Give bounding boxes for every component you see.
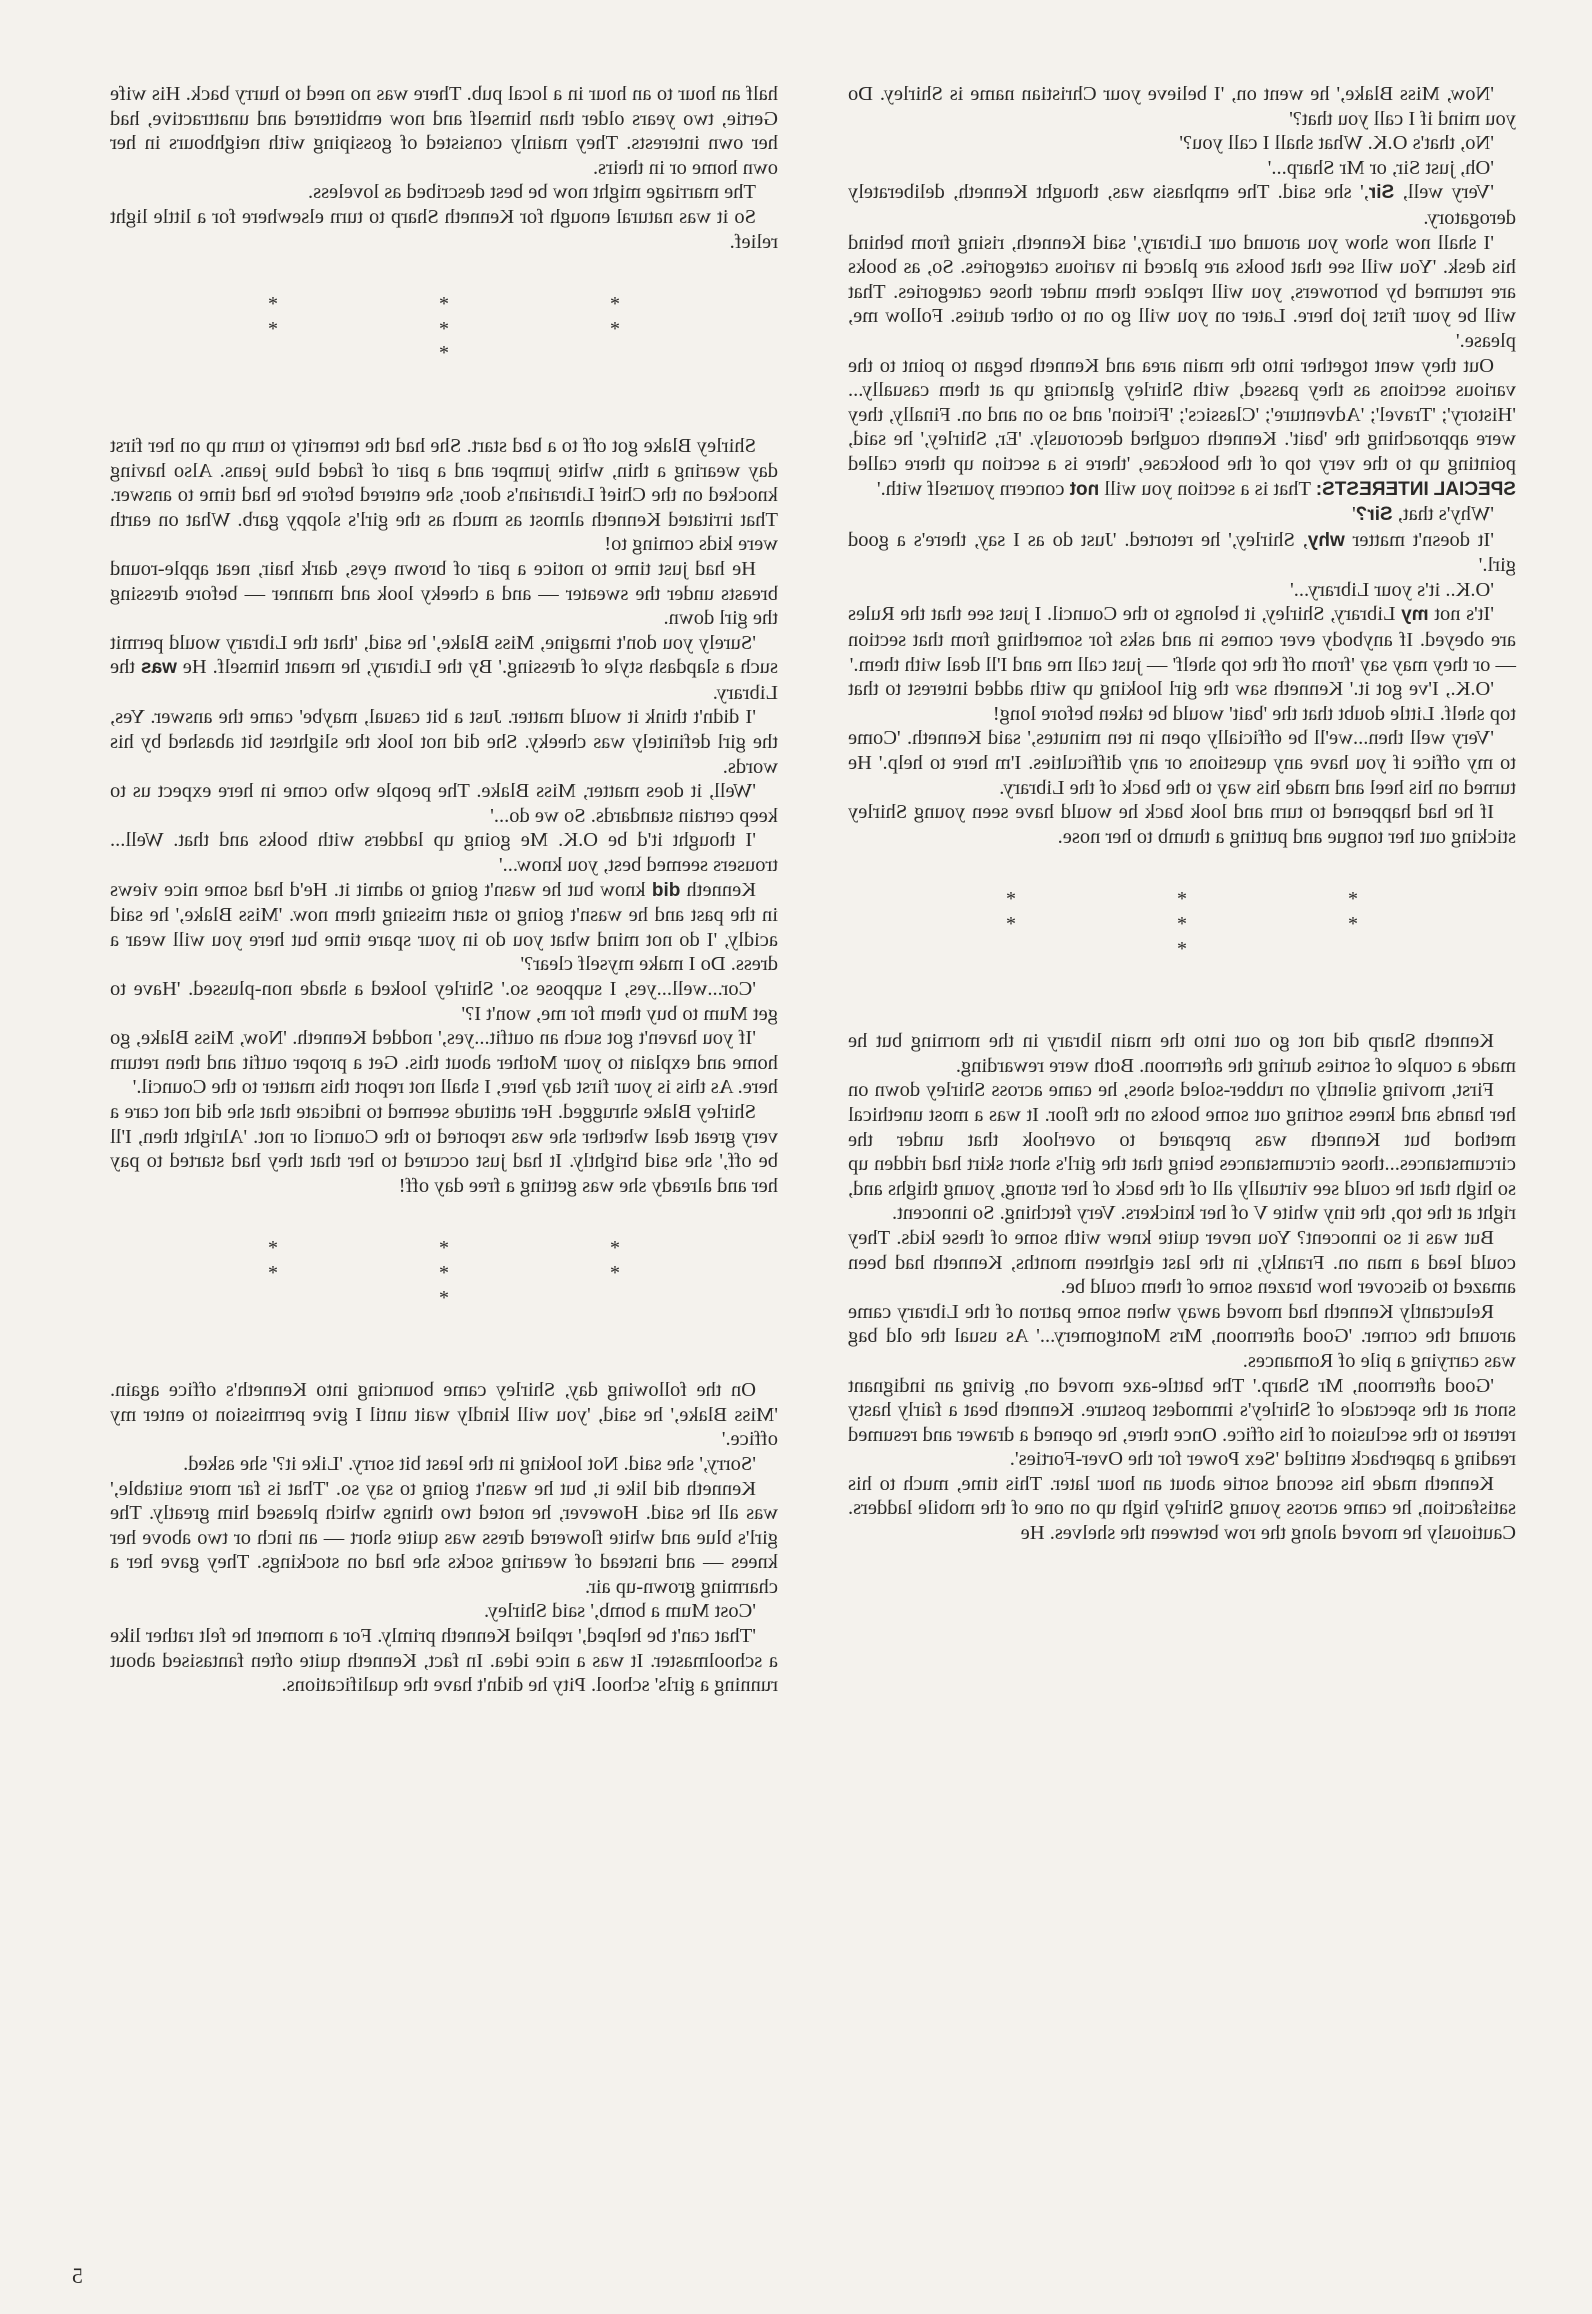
bold-text: did bbox=[651, 879, 681, 901]
text-run: , Shirley,' he retorted. 'Just do as I say, there's a good girl.' bbox=[847, 528, 1516, 577]
paragraph: Kenneth made his second sortie about an hour later. This time, much to his satisfaction, he came across young Shirley high up on one of the mobile ladders. Cautiously he moved along the row between the shelves. He bbox=[848, 1472, 1516, 1545]
text-run: 'It's not bbox=[1428, 603, 1494, 626]
text-run: know but he wasn't going to admit it. He'd had some nice views in the past and he wasn't going to start missing them now. 'Miss Blake,' he said acidly, 'I do not mind what you do in your spare time but here you will wear a dress. Do I make myself clear?' bbox=[110, 878, 778, 976]
bold-text: not bbox=[1069, 478, 1100, 500]
paragraph: On the following day, Shirley came bouncing into Kenneth's office again. 'Miss Blake,' he said, 'you will kindly wait until I give permission to enter my office.' bbox=[110, 1379, 778, 1451]
text-run: ' bbox=[1352, 503, 1356, 526]
paragraph: 'Very well then...we'll be officially open in ten minutes,' said Kenneth. 'Come to my office if you have any questions or any difficulties. I'm here to help.' He turned on his heel and made his way to the back of the Library. bbox=[848, 727, 1516, 799]
text-run: Library, Shirley, it belongs to the Council. I just see that the Rules are obeyed. If anybody ever comes in and asks for something from that section — or they may say 'from off the top shelf' — just call me and I'll deal with them.' bbox=[848, 603, 1516, 676]
bold-text: SPECIAL INTERESTS: bbox=[1315, 478, 1516, 500]
paragraph: 'I thought it'd be O.K. Me going up ladders with books and that. Well... trousers seemed best, you know...' bbox=[110, 829, 778, 877]
paragraph: 'If you haven't got such an outfit...yes,' nodded Kenneth. 'Now, Miss Blake, go home and explain to your Mother about this. Get a proper outfit and then return here. As this is your first day here, I shall not report this matter to the Council.' bbox=[110, 1027, 778, 1099]
paragraph bbox=[848, 528, 1516, 578]
page-number: 5 bbox=[72, 2263, 83, 2288]
text-run: the Library. bbox=[110, 656, 778, 704]
paragraph: half an hour to an hour in a local pub. There was no need to hurry back. His wife Gertie, two years older than himself and now embittered and unattractive, had her own interests. They mainly consisted of gossiping with neighbours in her own home or in theirs. bbox=[110, 83, 778, 179]
bold-text: was bbox=[140, 657, 177, 679]
paragraph: 'O.K.. it's your Library...' bbox=[1290, 578, 1494, 601]
paragraph: 'I shall now show you around our Library,' said Kenneth, rising from behind his desk. 'You will see that books are placed in various categories. So, as books are returned by borrowers, you will replace them under those categories. That will be your first job here. Later on you will go on to other duties. Follow me, please.' bbox=[848, 231, 1516, 352]
paragraph: 'Good afternoon, Mr Sharp.' The battle-axe moved on, giving an indignant snort at the spectacle of Shirley's immodest posture. Kenneth beat a fairly hasty retreat to the seclusion of his office. Once there, he opened a drawer and resumed reading a paperback entitled 'Sex Power for the Over-Forties'. bbox=[848, 1374, 1516, 1471]
paragraph: But was it so innocent? You never quite knew with some of these kids. They could lead a man on. Frankly, in the last eighteen months, Kenneth had been amazed to discover how brazen some of them could be. bbox=[848, 1226, 1516, 1299]
paragraph: 'Cost Mum a bomb,' said Shirley. bbox=[484, 1600, 756, 1623]
paragraph: 'That can't be helped,' replied Kenneth primly. For a moment he felt rather like a schoolmaster. It was a nice idea. In fact, Kenneth quite often fantasised about running a girls' school. Pity he didn't have the qualifications. bbox=[110, 1625, 778, 1697]
text-run: Out they went together into the main area and Kenneth began to point to the various sections as they passed, with Shirley glancing up at them casually... 'History'; 'Travel'; 'Adventure'; 'Classics'; 'Fiction' and so on and on. Finally, they were approaching the 'bait'. Kenneth coughed decorously. 'Er, Shirley,' he said, pointing up to the very top of the bookcase, 'there is a section up there called bbox=[848, 354, 1516, 475]
text-run: 'Very well, bbox=[1394, 181, 1494, 204]
paragraph bbox=[848, 602, 1516, 677]
paragraph: Kenneth did like it, but he wasn't going to say so. 'That is far more suitable,' was all he said. However, he noted two things which pleased him greatly. The girl's blue and white flowered dress was quite short — an inch or two above her knees — and instead of wearing socks she had on stockings. They gave her a charming grown-up air. bbox=[110, 1477, 778, 1598]
paragraph: 'I didn't think it would matter. Just a bit casual, maybe' came the answer. Yes, the girl definitely was cheeky. She did not look the slightest bit abashed by his words. bbox=[110, 706, 778, 778]
bold-text: Sir? bbox=[1355, 504, 1393, 526]
bold-text: why bbox=[1307, 529, 1345, 551]
bold-text: my bbox=[1401, 604, 1429, 626]
paragraph: So it was natural enough for Kenneth Sharp to turn elsewhere for a little light relief. bbox=[110, 205, 778, 253]
paragraph bbox=[110, 878, 778, 977]
paragraph: Kenneth Sharp did not go out into the main library in the morning but he made a couple of sorties during the afternoon. Both were rewarding. bbox=[848, 1030, 1516, 1077]
paragraph: 'O.K., I've got it.' Kenneth saw the girl looking up with added interest to that top shelf. Little doubt that the 'bait' would be taken before long! bbox=[848, 678, 1516, 725]
paragraph: 'Sorry,' she said. Not looking in the least bit sorry. 'Like it?' she asked. bbox=[183, 1452, 756, 1475]
text-column-second bbox=[848, 82, 1516, 1546]
paragraph: 'Now, Miss Blake,' he went on, 'I believe your Christian name is Shirley. Do you mind if I call you that?' bbox=[848, 83, 1516, 130]
text-run: Kenneth bbox=[680, 878, 756, 901]
paragraph: Shirley Blake got off to a bad start. She had the temerity to turn up on her first day wearing a thin, white jumper and a pair of faded blue jeans. Also having knocked on the Chief Librarian's door, she entered before he had time to answer. That irritated Kenneth almost as much as the girl's sloppy garb. What on earth were kids coming to! bbox=[110, 434, 778, 556]
section-break: * * * * * * * bbox=[190, 1237, 620, 1309]
paragraph: If he had happened to turn and look back he would have seen young Shirley sticking out her tongue and putting a thumb to her nose. bbox=[848, 801, 1516, 848]
text-run: 'Why's that, bbox=[1392, 503, 1494, 526]
section-break: * * * * * * * bbox=[928, 888, 1358, 960]
paragraph: The marriage might now be best described as loveless. bbox=[307, 181, 756, 204]
paragraph bbox=[848, 354, 1516, 503]
paragraph bbox=[110, 631, 778, 706]
section-break: * * * * * * * bbox=[190, 293, 620, 365]
paragraph: 'Well, it does matter, Miss Blake. The people who come in here expect us to keep certain standards. So we do...' bbox=[110, 780, 778, 827]
paragraph: 'Oh, just Sir, or Mr Sharp...' bbox=[1267, 156, 1494, 179]
text-run: That is a section you will bbox=[1099, 477, 1316, 500]
text-run: 'It doesn't matter bbox=[1344, 528, 1494, 551]
paragraph: First, moving silently on rubber-soled shoes, he came across Shirley down on her hands and knees sorting out some books on the floor. It was a most unethical method but Kenneth was prepared to overlook that under the circumstances...those circumstances being that the girl's short skirt had ridden up so high that he could see virtually all of the back of her strong, young thighs and, right at the top, the tiny white V of her knickers. Very fetching. So innocent. bbox=[848, 1079, 1516, 1225]
paragraph: He had just time to notice a pair of brown eyes, dark hair, neat apple-round breasts under the sweater — and a cheeky look and manner — before dressing the girl down. bbox=[110, 557, 778, 630]
text-run: 'Surely you don't imagine, Miss Blake,' he said, 'that the Library would permit such a slapdash style of dressing.' By the Library, he meant himself. He bbox=[110, 631, 778, 679]
paragraph bbox=[848, 180, 1516, 230]
paragraph: Reluctantly Kenneth had moved away when some patron of the Library came around the corner. 'Good afternoon, Mrs Montgomery...' As usual the old bag was carrying a pile of Romances. bbox=[848, 1300, 1516, 1372]
text-run: ,' she said. The emphasis was, thought Kenneth, deliberately derogatory. bbox=[847, 181, 1516, 229]
paragraph bbox=[848, 502, 1516, 528]
text-run: concern yourself with.' bbox=[876, 477, 1070, 500]
paragraph: 'Cor...well...yes, I suppose so.' Shirley looked a shade non-plussed. 'Have to get Mum to buy them for me, won't I?' bbox=[110, 978, 778, 1025]
paragraph: Shirley Blake shrugged. Her attitude seemed to indicate that she did not care a very great deal whether she was reported to the Council or not. 'Alright then, I'll be off,' she said brightly. It had just occured to her that they had started to pay her and already she was getting a free day off! bbox=[110, 1100, 778, 1197]
bold-text: Sir bbox=[1368, 182, 1395, 204]
paragraph: 'No, that's O.K. What shall I call you?' bbox=[1179, 132, 1494, 155]
text-column-first bbox=[110, 82, 778, 1698]
